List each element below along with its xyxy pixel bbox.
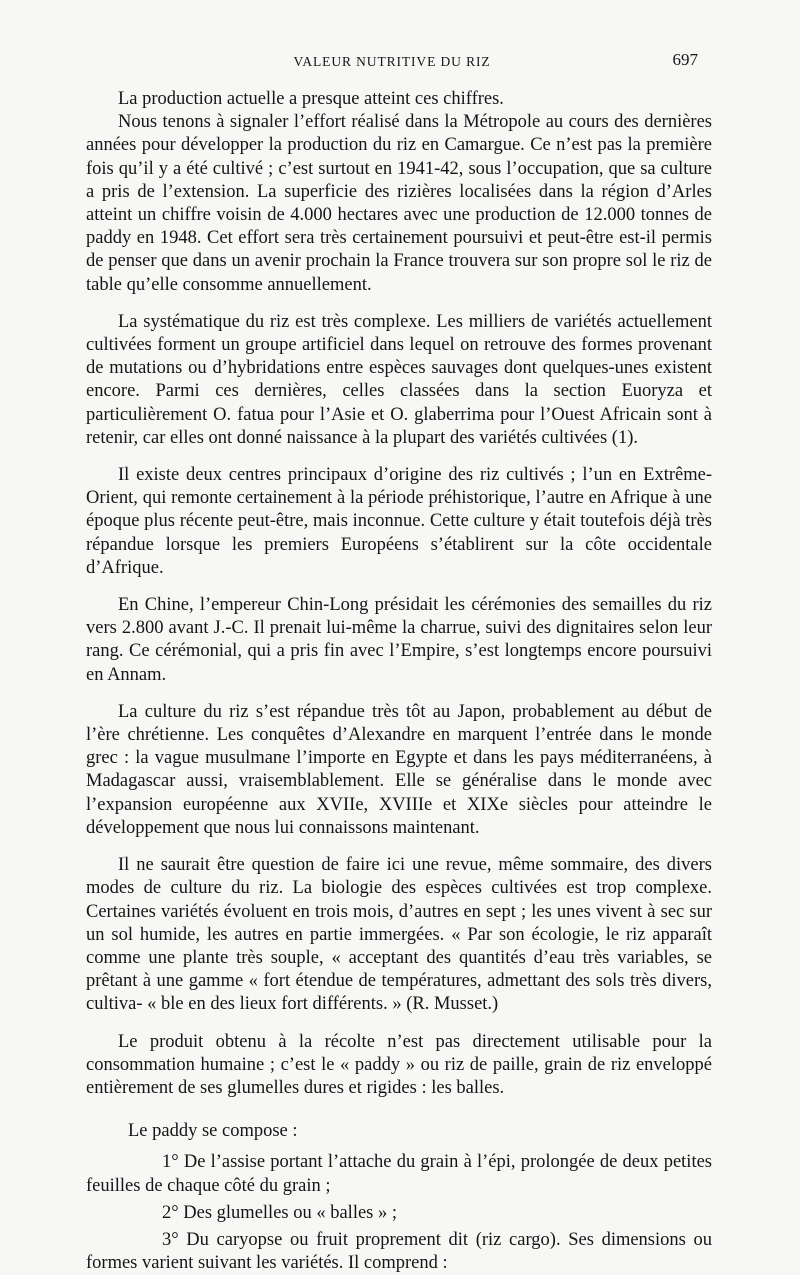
- running-title: VALEUR NUTRITIVE DU RIZ: [293, 54, 491, 69]
- composition-item: 3° Du caryopse ou fruit proprement dit (riz cargo). Ses dimensions ou formes varient suivant les variétés. Il comprend :: [86, 1229, 712, 1274]
- paragraph: En Chine, l’empereur Chin-Long présidait les cérémonies des semailles du riz vers 2.800 avant J.-C. Il prenait lui-même la charrue, suivi des dignitaires selon leur rang. Ce cérémonial, qui a pris fin avec l’Empire, s’est longtemps encore poursuivi en Annam.: [86, 595, 712, 685]
- paragraph: Il ne saurait être question de faire ici une revue, même sommaire, des divers modes de culture du riz. La biologie des espèces cultivées est trop complexe. Certaines variétés évoluent en trois mois, d’autres en sept ; les unes vivent à sec sur un sol humide, les autres en partie immergées. « Par son écologie, le riz apparaît comme une plante très souple, « acceptant des quantités d’eau très variables, se prêtant à une gamme « fort étendue de températures, admettant des sols très divers, cultiva- « ble en des lieux fort différents. » (R. Musset.): [86, 855, 712, 1015]
- composition-item: 2° Des glumelles ou « balles » ;: [162, 1202, 398, 1223]
- body-text: [86, 88, 712, 1275]
- paragraph: La systématique du riz est très complexe. Les milliers de variétés actuellement cultivées forment un groupe artificiel dans lequel on retrouve des formes provenant de mutations ou d’hybridations entre espèces sauvages dont quelques-unes existent encore. Parmi ces dernières, celles classées dans la section Euoryza et particulièrement O. fatua pour l’Asie et O. glaberrima pour l’Ouest Africain sont à retenir, car elles ont donné naissance à la plupart des variétés cultivées (1).: [86, 311, 712, 448]
- paragraph: La production actuelle a presque atteint ces chiffres.: [118, 89, 504, 109]
- running-header: [86, 50, 698, 74]
- paragraph: Nous tenons à signaler l’effort réalisé dans la Métropole au cours des dernières années pour développer la production du riz en Camargue. Ce n’est pas la première fois qu’il y a été cultivé ; c’est surtout en 1941-42, sous l’occupation, que sa culture a pris de l’extension. La superficie des rizières localisées dans la région d’Arles atteint un chiffre voisin de 4.000 hectares avec une production de 12.000 tonnes de paddy en 1948. Cet effort sera très certainement poursuivi et peut-être est-il permis de penser que dans un avenir prochain la France trouvera sur son propre sol le riz de table qu’elle consomme annuellement.: [86, 112, 712, 295]
- page-number: 697: [672, 50, 698, 69]
- composition-item: 1° De l’assise portant l’attache du grain à l’épi, prolongée de deux petites feuilles de chaque côté du grain ;: [86, 1152, 712, 1196]
- paragraph: La culture du riz s’est répandue très tôt au Japon, probablement au début de l’ère chrétienne. Les conquêtes d’Alexandre en marquent l’entrée dans le monde grec : la vague musulmane l’importe en Egypte et dans les pays méditerranéens, à Madagascar aussi, vraisemblablement. Elle se généralise dans le monde avec l’expansion européenne aux XVIIe, XVIIIe et XIXe siècles pour atteindre le développement que nous lui connaissons maintenant.: [86, 701, 712, 838]
- paragraph: Il existe deux centres principaux d’origine des riz cultivés ; l’un en Extrême-Orient, qui remonte certainement à la période préhistorique, l’autre en Afrique à une époque plus récente peut-être, mais inconnue. Cette culture y était toutefois déjà très répandue lorsque les premiers Européens s’établirent sur la côte occidentale d’Afrique.: [86, 465, 712, 578]
- paragraph: Le produit obtenu à la récolte n’est pas directement utilisable pour la consommation humaine ; c’est le « paddy » ou riz de paille, grain de riz enveloppé entièrement de ses glumelles dures et rigides : les balles.: [86, 1031, 712, 1098]
- composition-lead: Le paddy se compose :: [128, 1121, 298, 1142]
